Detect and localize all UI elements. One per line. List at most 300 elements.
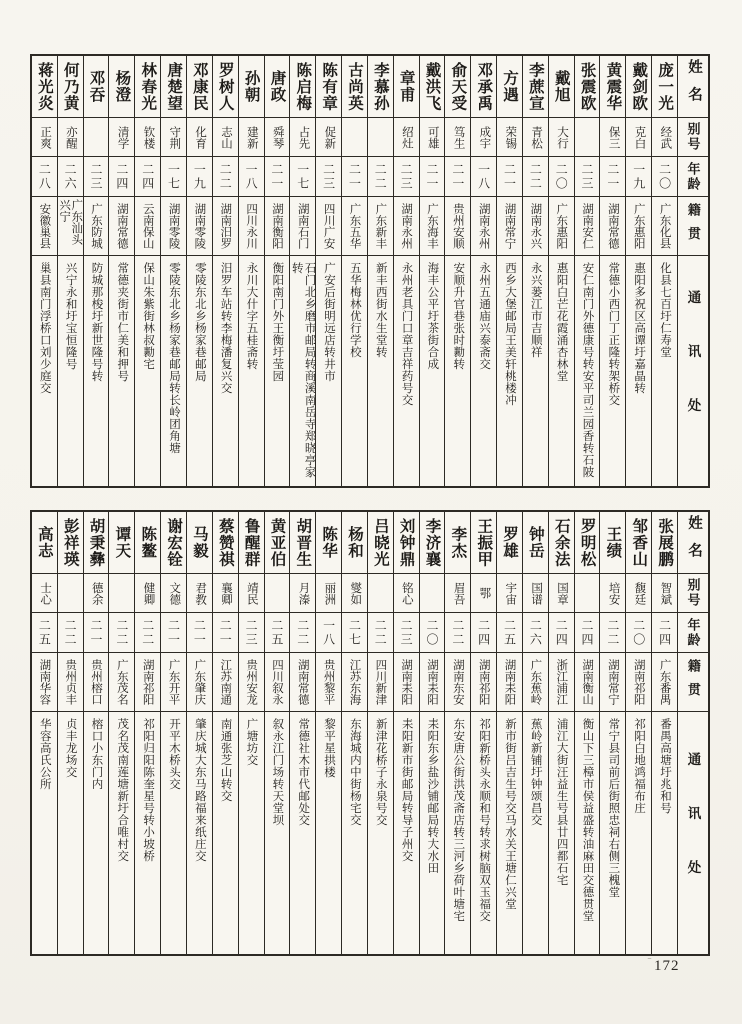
entry-age: 二四 [135, 157, 160, 197]
entry-address: 南通张芝山转交 [219, 718, 232, 802]
registry-entry [264, 56, 290, 486]
entry-name: 陈华 [316, 512, 341, 574]
registry-entry [496, 512, 522, 954]
entry-address: 永州五通庙兴泰斋交 [478, 262, 491, 370]
entry-address: 惠阳多祝区高谭圩嘉晶转 [633, 262, 646, 394]
entry-hometown: 湖南石门 [290, 197, 315, 256]
entry-name: 李杰 [445, 512, 470, 574]
entry-address: 保山朱紫街林叔勷宅 [142, 262, 155, 370]
registry-entry [470, 56, 496, 486]
entry-address: 巢县南门浮桥口刘少庭交 [38, 262, 51, 394]
registry-entry [496, 56, 522, 486]
entry-name: 胡秉彝 [84, 512, 109, 574]
entry-age: 二五 [32, 613, 57, 653]
entry-name: 唐楚望 [161, 56, 186, 118]
entry-age: 二一 [497, 157, 522, 197]
entry-name: 戴洪飞 [420, 56, 445, 118]
entry-name: 何乃黄 [58, 56, 83, 118]
header-age: 年龄 [678, 613, 708, 653]
entry-name: 陈鳌 [135, 512, 160, 574]
entry-name: 胡晋生 [290, 512, 315, 574]
entry-hometown: 四川叙永 [265, 653, 290, 712]
entry-age: 二二 [135, 613, 160, 653]
entry-alias: 靖民 [239, 574, 264, 613]
registry-entry [108, 512, 134, 954]
entry-hometown: 湖南常宁 [497, 197, 522, 256]
entry-alias: 可雄 [420, 118, 445, 157]
entry-address: 防城那梭圩新世隆号转 [90, 262, 103, 382]
entry-address: 常宁县司前后街照忠祠右侧三槐堂 [607, 718, 620, 898]
entry-age: 二一 [420, 157, 445, 197]
header-age: 年龄 [678, 157, 708, 197]
header-home: 籍贯 [678, 653, 708, 712]
entry-age: 二〇 [549, 157, 574, 197]
entry-hometown: 湖南祁阳 [135, 653, 160, 712]
entry-name: 古尚英 [342, 56, 367, 118]
entry-alias: 君教 [187, 574, 212, 613]
entry-hometown: 贵州榕口 [84, 653, 109, 712]
entry-hometown: 湖南耒阳 [497, 653, 522, 712]
entry-name: 陈有章 [316, 56, 341, 118]
entry-address: 常德夹街市仁美和押号 [116, 262, 129, 382]
entry-alias: 舜琴 [265, 118, 290, 157]
entry-address: 安顺升官巷张时勷转 [452, 262, 465, 370]
entry-age: 二一 [445, 157, 470, 197]
registry-entry [548, 512, 574, 954]
entry-name: 方遇 [497, 56, 522, 118]
entry-hometown: 广东肇庆 [187, 653, 212, 712]
entry-alias: 文德 [161, 574, 186, 613]
entry-address: 浦江大街汪益生号县廿四都石宅 [555, 718, 568, 886]
entry-hometown: 湖南永州 [394, 197, 419, 256]
entry-address: 番禺高塘圩兆和号 [659, 718, 672, 814]
registry-entry [186, 56, 212, 486]
entry-name: 罗明松 [575, 512, 600, 574]
entry-name: 李蔗宣 [523, 56, 548, 118]
entry-address: 惠阳白芒花霞涌杏林堂 [555, 262, 568, 382]
entry-alias: 清学 [109, 118, 134, 157]
entry-address: 汨罗车站转李梅潘复兴交 [219, 262, 232, 394]
registry-entry [625, 512, 651, 954]
registry-entry [341, 56, 367, 486]
entry-hometown: 广东化县 [652, 197, 677, 256]
registry-entry [419, 56, 445, 486]
entry-name: 马毅 [187, 512, 212, 574]
entry-address: 衡阳南门外王衡圩莹园 [271, 262, 284, 382]
entry-alias [342, 118, 367, 157]
entry-age: 二四 [652, 613, 677, 653]
entry-alias: 鄂 [471, 574, 496, 613]
entry-age: 二三 [575, 157, 600, 197]
entry-age: 二二 [445, 613, 470, 653]
entry-hometown: 湖南安仁 [575, 197, 600, 256]
registry-entry [470, 512, 496, 954]
entry-address: 五华梅林优行学校 [348, 262, 361, 358]
registry-entry [367, 512, 393, 954]
entry-address: 零陵东北乡杨家巷邮局 [193, 262, 206, 382]
entry-hometown: 湖南永州 [471, 197, 496, 256]
entry-address: 西乡大堡邮局王美轩桃楼冲 [503, 262, 516, 406]
entry-name: 王绩 [600, 512, 625, 574]
entry-age: 二二 [368, 157, 393, 197]
entry-name: 杨澄 [109, 56, 134, 118]
entry-age: 二〇 [626, 613, 651, 653]
entry-address: 贞丰龙场交 [64, 718, 77, 778]
entry-address: 石门北乡磨市邮局转商溪南岳寺郑晓亭家转 [290, 262, 316, 478]
entry-alias [84, 118, 109, 157]
entry-address: 永州老具门口章吉祥药号交 [400, 262, 413, 406]
entry-alias: 笃生 [445, 118, 470, 157]
entry-hometown: 湖南零陵 [161, 197, 186, 256]
entry-name: 刘钟鼎 [394, 512, 419, 574]
entry-hometown: 浙江浦江 [549, 653, 574, 712]
entry-address: 新津花桥子永泉号交 [374, 718, 387, 826]
entry-age: 二五 [265, 613, 290, 653]
registry-entry [32, 512, 57, 954]
entry-name: 谢宏铨 [161, 512, 186, 574]
entry-address: 耒阳新市街邮局转导子州交 [400, 718, 413, 862]
registry-entry [289, 56, 315, 486]
entry-alias: 经武 [652, 118, 677, 157]
entry-hometown: 广东开平 [161, 653, 186, 712]
entry-name: 黄震华 [600, 56, 625, 118]
entry-age: 二二 [368, 613, 393, 653]
entry-alias: 促新 [316, 118, 341, 157]
entry-alias: 月溱 [290, 574, 315, 613]
entry-hometown: 广东惠阳 [626, 197, 651, 256]
entry-address: 衡山下三樟市侯益盛转油麻田交德贯堂 [581, 718, 594, 922]
entry-hometown: 广东茂名 [109, 653, 134, 712]
entry-alias: 荣锡 [497, 118, 522, 157]
entry-alias [368, 574, 393, 613]
entry-address: 兴宁永和圩宝恒隆号 [64, 262, 77, 370]
entry-alias: 培安 [600, 574, 625, 613]
header-address: 通讯处 [685, 290, 701, 452]
registry-entry [651, 512, 677, 954]
registry-entry [444, 56, 470, 486]
entry-name: 谭天 [109, 512, 134, 574]
entry-hometown: 广东惠阳 [549, 197, 574, 256]
registry-table-bottom [30, 510, 710, 956]
entry-alias: 大行 [549, 118, 574, 157]
entry-hometown: 贵州黎平 [316, 653, 341, 712]
entry-address: 祁阳归阳陈奎星号转小坡桥 [142, 718, 155, 862]
registry-entry [548, 56, 574, 486]
entry-hometown: 四川广安 [316, 197, 341, 256]
entry-address: 东海城内中街杨宅交 [348, 718, 361, 826]
page-number: ‾ 172 [648, 958, 680, 975]
registry-entry [57, 512, 83, 954]
registry-entry [212, 56, 238, 486]
registry-entry [108, 56, 134, 486]
entry-hometown: 广东蕉岭 [523, 653, 548, 712]
entry-alias: 保三 [600, 118, 625, 157]
entry-alias [58, 574, 83, 613]
header-alias: 别号 [678, 118, 708, 157]
entry-name: 罗雄 [497, 512, 522, 574]
entry-name: 俞天受 [445, 56, 470, 118]
entry-name: 戴旭 [549, 56, 574, 118]
entry-age: 二〇 [420, 613, 445, 653]
entry-alias: 馥廷 [626, 574, 651, 613]
registry-entry [134, 56, 160, 486]
entry-age: 二四 [549, 613, 574, 653]
entry-alias: 志山 [213, 118, 238, 157]
registry-entry [212, 512, 238, 954]
header-home: 籍贯 [678, 197, 708, 256]
entry-address: 常德社木市代邮处交 [297, 718, 310, 826]
entry-hometown: 湖南衡山 [575, 653, 600, 712]
entry-alias [575, 118, 600, 157]
entry-hometown: 安徽巢县 [32, 197, 57, 256]
entry-alias: 钦楼 [135, 118, 160, 157]
entry-alias [265, 574, 290, 613]
entry-name: 李济襄 [420, 512, 445, 574]
registry-entry [134, 512, 160, 954]
entry-address: 黎平星拱楼 [323, 718, 336, 778]
registry-entry [599, 56, 625, 486]
entry-hometown: 湖南耒阳 [420, 653, 445, 712]
entry-name: 钟岳 [523, 512, 548, 574]
entry-hometown: 湖南常宁 [600, 653, 625, 712]
entry-alias: 德余 [84, 574, 109, 613]
entry-alias: 正爽 [32, 118, 57, 157]
entry-name: 庞一光 [652, 56, 677, 118]
entry-age: 二七 [342, 613, 367, 653]
entry-age: 二一 [600, 157, 625, 197]
entry-name: 邓吞 [84, 56, 109, 118]
entry-name: 戴剑欧 [626, 56, 651, 118]
entry-name: 邓承禹 [471, 56, 496, 118]
registry-entry [574, 512, 600, 954]
registry-entry [522, 56, 548, 486]
registry-entry [651, 56, 677, 486]
entry-age: 一九 [626, 157, 651, 197]
entry-address: 新丰西街水生堂转 [374, 262, 387, 358]
entry-alias: 健卿 [135, 574, 160, 613]
entry-age: 二三 [84, 157, 109, 197]
header-name: 姓名 [678, 512, 708, 574]
entry-age: 二三 [394, 157, 419, 197]
entry-hometown: 湖南汨罗 [213, 197, 238, 256]
entry-name: 邓康民 [187, 56, 212, 118]
entry-hometown: 广东五华 [342, 197, 367, 256]
entry-name: 林春光 [135, 56, 160, 118]
entry-alias: 智斌 [652, 574, 677, 613]
entry-alias [368, 118, 393, 157]
entry-name: 蒋光炎 [32, 56, 57, 118]
entry-hometown: 贵州安龙 [239, 653, 264, 712]
entry-alias: 国章 [549, 574, 574, 613]
entry-age: 二三 [394, 613, 419, 653]
registry-table-top [30, 54, 710, 488]
registry-entry [444, 512, 470, 954]
entry-hometown: 湖南耒阳 [394, 653, 419, 712]
entry-address: 榕口小东门内 [90, 718, 103, 790]
registry-entry [522, 512, 548, 954]
entry-age: 二四 [109, 157, 134, 197]
registry-entry [393, 56, 419, 486]
entry-hometown: 湖南常德 [109, 197, 134, 256]
entry-address: 化县七百圩仁寿堂 [659, 262, 672, 358]
entry-age: 二八 [32, 157, 57, 197]
registry-entry [238, 512, 264, 954]
entry-age: 一七 [290, 157, 315, 197]
entry-address: 新市街吕吉生号交马水关王塘仁兴堂 [503, 718, 516, 910]
entry-name: 鲁醒群 [239, 512, 264, 574]
entry-alias: 燮如 [342, 574, 367, 613]
registry-entry [315, 56, 341, 486]
entry-hometown: 湖南华容 [32, 653, 57, 712]
entry-alias: 化育 [187, 118, 212, 157]
entry-hometown: 广东防城 [84, 197, 109, 256]
entry-name: 石余法 [549, 512, 574, 574]
entry-address: 海丰公平圩茶街合成 [426, 262, 439, 370]
entry-name: 李慕孙 [368, 56, 393, 118]
registry-entry [83, 56, 109, 486]
entry-hometown: 四川永川 [239, 197, 264, 256]
entry-name: 高志 [32, 512, 57, 574]
registry-entry [574, 56, 600, 486]
entry-address: 开平木桥头交 [167, 718, 180, 790]
entry-address: 叙永江门场转天堂坝 [271, 718, 284, 826]
entry-age: 一八 [239, 157, 264, 197]
entry-alias: 襄卿 [213, 574, 238, 613]
entry-age: 二二 [213, 157, 238, 197]
entry-age: 二五 [497, 613, 522, 653]
entry-hometown: 江苏南通 [213, 653, 238, 712]
entry-age: 二一 [84, 613, 109, 653]
registry-entry [32, 56, 57, 486]
entry-hometown: 湖南祁阳 [471, 653, 496, 712]
registry-entry [289, 512, 315, 954]
entry-hometown: 广东新丰 [368, 197, 393, 256]
entry-name: 彭祥瑛 [58, 512, 83, 574]
entry-hometown: 湖南常德 [600, 197, 625, 256]
entry-alias [575, 574, 600, 613]
registry-entry [264, 512, 290, 954]
entry-alias: 亦醒 [58, 118, 83, 157]
entry-name: 陈启梅 [290, 56, 315, 118]
entry-alias: 铭心 [394, 574, 419, 613]
entry-hometown: 广东海丰 [420, 197, 445, 256]
entry-address: 常德小西门丁正隆转架桥交 [607, 262, 620, 406]
entry-name: 张展鹏 [652, 512, 677, 574]
registry-entry [341, 512, 367, 954]
entry-hometown: 广东汕头兴宁 [58, 197, 83, 256]
entry-hometown: 湖南祁阳 [626, 653, 651, 712]
header-column [677, 56, 708, 486]
entry-alias: 丽洲 [316, 574, 341, 613]
entry-alias: 国谱 [523, 574, 548, 613]
entry-age: 二一 [342, 157, 367, 197]
entry-address: 华容高氏公所 [38, 718, 51, 790]
entry-alias: 绍灶 [394, 118, 419, 157]
entry-address: 永兴蒌江市吉顺祥 [529, 262, 542, 358]
entry-age: 二〇 [652, 157, 677, 197]
entry-alias: 宇宙 [497, 574, 522, 613]
entry-age: 一七 [161, 157, 186, 197]
registry-entry [625, 56, 651, 486]
entry-hometown: 湖南零陵 [187, 197, 212, 256]
entry-age: 二二 [290, 613, 315, 653]
entry-name: 蔡赞祺 [213, 512, 238, 574]
header-address: 通讯处 [685, 752, 701, 914]
entry-alias: 占先 [290, 118, 315, 157]
entry-address: 广安后街明远店转井市 [323, 262, 336, 382]
entry-address: 耒阳东乡盐沙铺邮局转大水田 [426, 718, 439, 874]
entry-hometown: 江苏东海 [342, 653, 367, 712]
entry-name: 杨和 [342, 512, 367, 574]
entry-address: 肇庆城大东马路福来纸庄交 [193, 718, 206, 862]
entry-hometown: 湖南衡阳 [265, 197, 290, 256]
entry-alias: 眉吾 [445, 574, 470, 613]
entry-alias: 成宇 [471, 118, 496, 157]
header-name: 姓名 [678, 56, 708, 118]
entry-name: 孙朝 [239, 56, 264, 118]
entry-age: 二一 [161, 613, 186, 653]
entry-hometown: 云南保山 [135, 197, 160, 256]
entry-hometown: 湖南东安 [445, 653, 470, 712]
entry-name: 邹香山 [626, 512, 651, 574]
entry-age: 二一 [187, 613, 212, 653]
entry-address: 蕉岭新铺圩钟颂昌交 [529, 718, 542, 826]
entry-address: 茂名茂南莲塘新圩合唯村交 [116, 718, 129, 862]
entry-address: 广塘坊交 [245, 718, 258, 766]
entry-hometown: 湖南永兴 [523, 197, 548, 256]
entry-alias [420, 574, 445, 613]
registry-entry [160, 512, 186, 954]
entry-hometown: 四川新津 [368, 653, 393, 712]
entry-age: 二二 [600, 613, 625, 653]
entry-age: 二三 [239, 613, 264, 653]
entry-hometown: 贵州贞丰 [58, 653, 83, 712]
entry-alias: 青松 [523, 118, 548, 157]
entry-address: 永川大什字五桂斋转 [245, 262, 258, 370]
registry-entry [419, 512, 445, 954]
entry-age: 二六 [58, 157, 83, 197]
entry-name: 黄亚伯 [265, 512, 290, 574]
entry-alias: 士心 [32, 574, 57, 613]
entry-address: 安仁南门外德康号转安平司兰园香转石陂 [581, 262, 594, 478]
entry-alias [109, 574, 134, 613]
entry-hometown: 贵州安顺 [445, 197, 470, 256]
entry-age: 一八 [471, 157, 496, 197]
entry-age: 二六 [523, 613, 548, 653]
registry-entry [393, 512, 419, 954]
registry-entry [599, 512, 625, 954]
entry-age: 二四 [471, 613, 496, 653]
entry-name: 张震欧 [575, 56, 600, 118]
header-column [677, 512, 708, 954]
entry-name: 王振甲 [471, 512, 496, 574]
entry-age: 二二 [523, 157, 548, 197]
entry-age: 二二 [109, 613, 134, 653]
entry-hometown: 湖南常德 [290, 653, 315, 712]
registry-entry [186, 512, 212, 954]
registry-entry [238, 56, 264, 486]
entry-address: 东安唐公街洪茂斋店转三河乡荷叶塘宅 [452, 718, 465, 922]
entry-age: 二三 [316, 157, 341, 197]
entry-alias: 守荆 [161, 118, 186, 157]
entry-address: 祁阳白地鸿福布庄 [633, 718, 646, 814]
entry-address: 零陵东北乡杨家巷邮局转长岭团角塘 [167, 262, 180, 454]
entry-age: 二二 [58, 613, 83, 653]
entry-age: 一九 [187, 157, 212, 197]
registry-entry [315, 512, 341, 954]
entry-age: 二一 [265, 157, 290, 197]
entry-age: 一八 [316, 613, 341, 653]
